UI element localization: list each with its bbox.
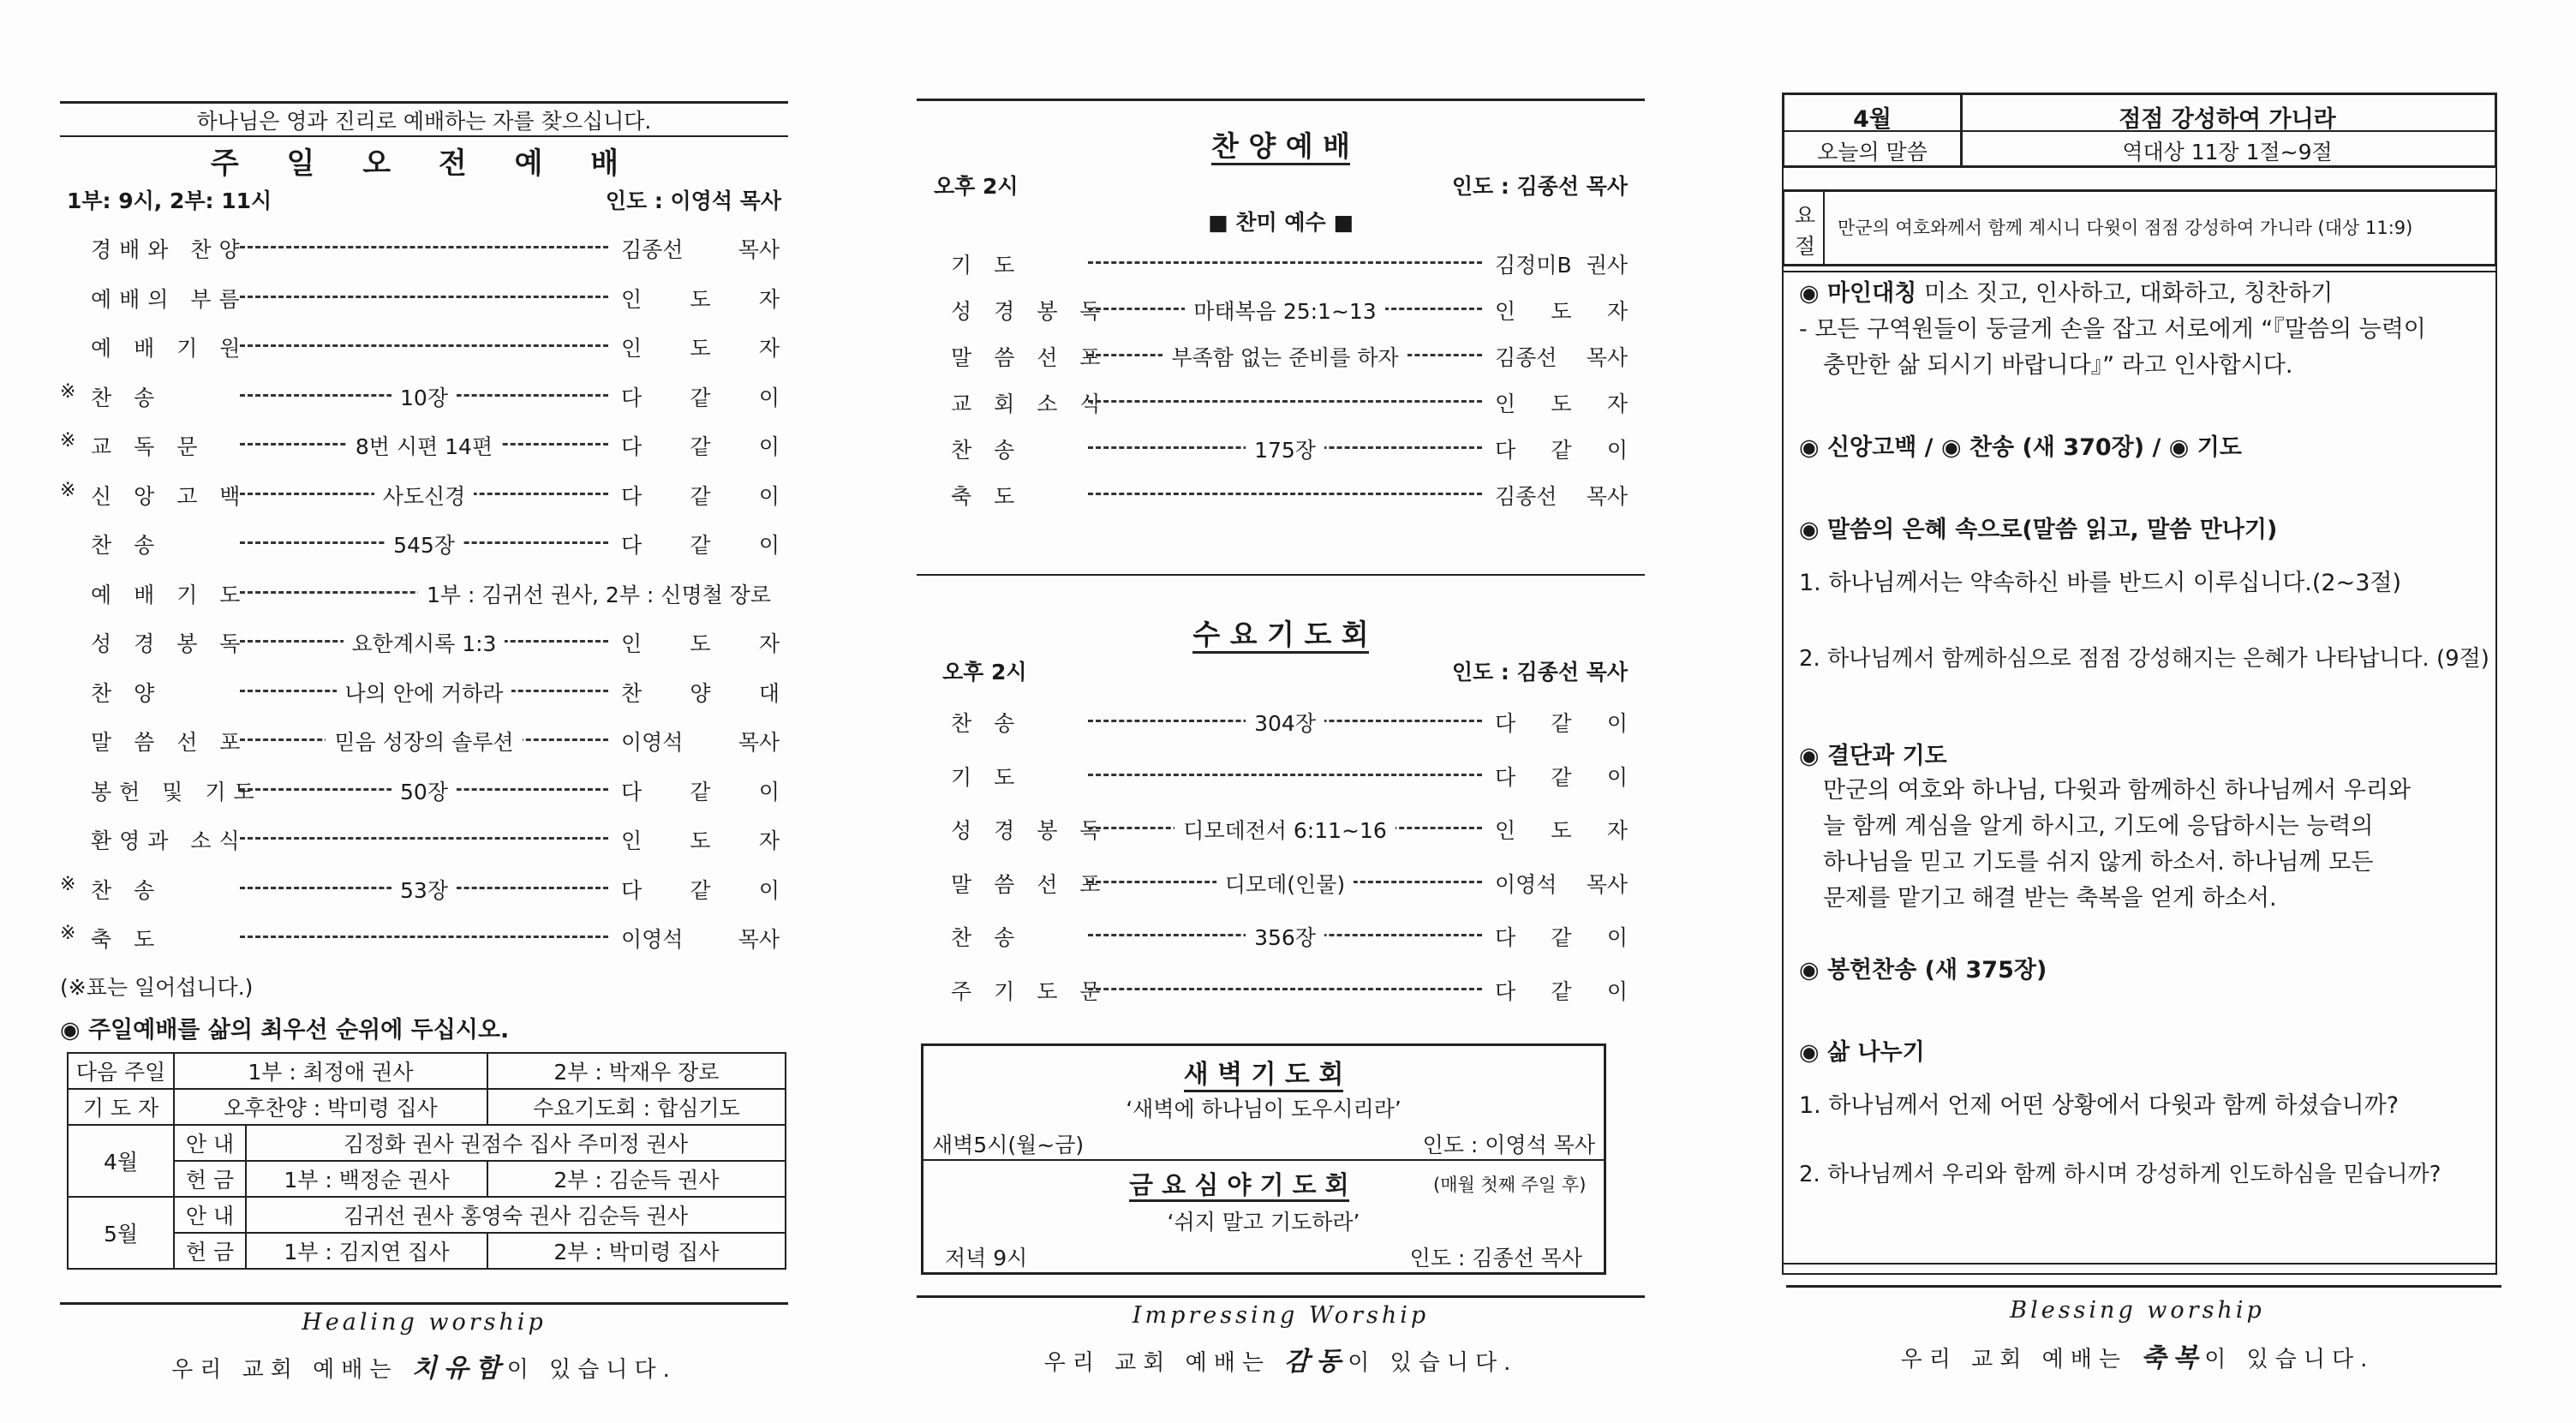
item-detail <box>240 726 608 756</box>
order-item <box>60 430 788 459</box>
item-label: 찬 양 <box>91 680 163 706</box>
order-item <box>934 295 1628 324</box>
service-time: 오후 2시 <box>942 660 1027 685</box>
footer-emphasis: 감동 <box>1284 1347 1348 1377</box>
item-detail <box>240 578 780 609</box>
scripture-ref: 역대상 11장 1절~9절 <box>2122 140 2333 164</box>
footer-emphasis: 치유함 <box>411 1354 507 1384</box>
dawn-title <box>923 1053 1604 1091</box>
item-label: 봉헌 및 기도 <box>91 779 262 804</box>
order-item <box>934 433 1628 463</box>
header-box <box>1782 93 2497 168</box>
item-person: 이영석 목사 <box>621 730 780 755</box>
section-ice-breaker <box>1799 274 2333 308</box>
item-label: 말 씀 선 포 <box>951 345 1109 370</box>
footer-text: 이 있습니다. <box>2204 1347 2375 1372</box>
item-detail <box>240 677 608 708</box>
top-rule <box>60 101 788 104</box>
cell: 1부 : 김지연 집사 <box>246 1233 487 1269</box>
summary-box <box>1782 189 2497 266</box>
item-label: 찬 송 <box>951 711 1023 736</box>
friday-motto: ‘쉬지 말고 기도하라’ <box>1167 1210 1360 1235</box>
item-person: 김종선 목사 <box>1495 345 1628 370</box>
section-head: ◉ 마인대칭 <box>1799 280 1917 307</box>
summary-label: 절 <box>1795 234 1816 259</box>
wednesday-order <box>934 707 1628 1032</box>
dawn-time: 새벽5시(월~금) <box>932 1133 1085 1157</box>
item-detail <box>240 381 608 412</box>
order-item <box>934 387 1628 416</box>
footer-korean <box>1773 1336 2501 1374</box>
wednesday-title <box>1122 613 1439 653</box>
item-person: 인 도 자 <box>621 828 780 853</box>
order-item <box>934 248 1628 278</box>
leader-dots <box>240 344 608 347</box>
cell: 수요기도회 : 합심기도 <box>487 1089 786 1125</box>
item-detail-text: 50장 <box>391 780 457 804</box>
item-detail <box>1088 814 1482 845</box>
item-detail-text: 마태복음 25:1~13 <box>1185 299 1384 324</box>
month: 4월 <box>1853 106 1892 133</box>
ice-breaker-line: - 모든 구역원들이 둥글게 손을 잡고 서로에게 “『말씀의 능력이 <box>1799 316 2426 343</box>
item-label: 찬 송 <box>951 925 1023 950</box>
cell: 오후찬양 : 박미령 집사 <box>174 1089 487 1125</box>
prayer-line: 늘 함께 계심을 알게 하시고, 기도에 응답하시는 능력의 <box>1823 813 2374 840</box>
order-item <box>60 529 788 558</box>
item-detail-text: 8번 시편 14편 <box>347 434 501 459</box>
item-person: 인 도 자 <box>1495 392 1628 416</box>
footer-text: 우리 교회 예배는 <box>1900 1347 2142 1372</box>
order-item <box>60 627 788 656</box>
item-label: 말 씀 선 포 <box>91 730 248 755</box>
item-detail <box>1088 921 1482 952</box>
prayer-line: 문제를 맡기고 해결 받는 축복을 얻게 하소서. <box>1823 885 2277 912</box>
item-detail <box>240 480 608 511</box>
leader-dots <box>1088 774 1482 776</box>
guide-label: 안 내 <box>174 1125 246 1161</box>
footer-text: 이 있습니다. <box>1348 1350 1518 1376</box>
item-detail-text: 믿음 성장의 솔루션 <box>326 730 522 755</box>
footer-text: 이 있습니다. <box>506 1357 677 1383</box>
friday-note: (매월 첫째 주일 후) <box>1433 1175 1587 1195</box>
item-label: 교 회 소 식 <box>951 392 1109 416</box>
top-rule <box>917 99 1645 101</box>
standing-mark: ※ <box>60 380 76 403</box>
item-detail <box>1088 868 1482 899</box>
order-item <box>60 283 788 312</box>
item-person: 인 도 자 <box>1495 818 1628 843</box>
praise-service-title <box>1122 124 1439 164</box>
item-detail-text: 디모데(인물) <box>1216 872 1354 897</box>
order-item <box>934 761 1628 790</box>
leader: 인도 : 이영석 목사 <box>605 188 781 213</box>
leader-dots <box>1088 988 1482 990</box>
item-label: 예 배 기 원 <box>91 336 248 361</box>
order-item <box>934 707 1628 736</box>
prayer-box <box>921 1043 1606 1275</box>
item-person: 다 같 이 <box>1495 978 1628 1004</box>
item-person: 다 같 이 <box>1495 711 1628 736</box>
friday-leader: 인도 : 김종선 목사 <box>1409 1246 1582 1271</box>
footer-text: 우리 교회 예배는 <box>1043 1350 1285 1376</box>
order-item <box>934 921 1628 950</box>
cell: 1부 : 백정순 권사 <box>246 1161 487 1197</box>
section-prayer: ◉ 결단과 기도 <box>1799 743 1947 769</box>
item-detail <box>1088 707 1482 738</box>
footer-emphasis: 축복 <box>2141 1343 2205 1373</box>
item-label: 환영과 소식 <box>91 828 248 853</box>
month-may: 5월 <box>68 1197 174 1269</box>
item-detail <box>240 775 608 806</box>
title-text: 수 요 기 도 회 <box>1192 618 1368 654</box>
footer-rule <box>60 1302 788 1305</box>
order-item <box>60 479 788 509</box>
item-person: 이영석 목사 <box>621 927 780 952</box>
item-detail <box>1088 295 1482 326</box>
word-point: 2. 하나님께서 함께하심으로 점점 강성해지는 은혜가 나타납니다. (9절) <box>1799 646 2489 672</box>
order-item <box>60 873 788 903</box>
footer-english: Impressing Worship <box>1132 1302 1430 1329</box>
standing-note: (※표는 일어섭니다.) <box>60 975 254 1000</box>
order-item <box>60 923 788 952</box>
item-person: 김종선 목사 <box>1495 484 1628 509</box>
cell: 김귀선 권사 홍영숙 권사 김순득 권사 <box>246 1197 786 1233</box>
service-time: 오후 2시 <box>934 174 1019 199</box>
prayer-label: 기 도 자 <box>68 1089 174 1125</box>
cell: 2부 : 박재우 장로 <box>487 1053 786 1089</box>
section-head-rest: 미소 짓고, 인사하고, 대화하고, 칭찬하기 <box>1916 280 2334 307</box>
item-detail <box>240 430 608 461</box>
item-detail-text: 304장 <box>1246 711 1324 736</box>
footer-english: Blessing worship <box>2010 1297 2265 1324</box>
footer-korean <box>60 1347 788 1384</box>
item-detail-text: 545장 <box>385 533 463 558</box>
sharing-question: 1. 하나님께서 언제 어떤 상황에서 다윗과 함께 하셨습니까? <box>1799 1092 2400 1119</box>
order-item <box>934 975 1628 1004</box>
section-offering-hymn: ◉ 봉헌찬송 (새 375장) <box>1799 957 2047 984</box>
next-week-label: 다음 주일 <box>68 1053 174 1089</box>
order-item <box>60 332 788 361</box>
item-label: 기 도 <box>951 253 1023 278</box>
title-text: 금 요 심 야 기 도 회 <box>1129 1170 1349 1202</box>
order-item <box>60 824 788 853</box>
footer-korean <box>917 1340 1645 1378</box>
leader-dots <box>240 296 608 298</box>
item-label: 축 도 <box>91 927 163 952</box>
leader: 인도 : 김종선 목사 <box>1451 174 1628 199</box>
item-detail-text: 부족함 없는 준비를 하자 <box>1162 345 1407 370</box>
item-person: 다 같 이 <box>1495 764 1628 790</box>
item-label: 성 경 봉 독 <box>91 631 248 656</box>
order-item <box>60 775 788 804</box>
order-item <box>60 677 788 706</box>
item-person: 김종선 목사 <box>621 237 780 262</box>
summary-text: 만군의 여호와께서 함께 계시니 다윗이 점점 강성하여 가니라 (대상 11:9) <box>1838 218 2413 238</box>
footer-english: Healing worship <box>302 1309 547 1336</box>
item-label: 기 도 <box>951 764 1023 790</box>
item-detail-text: 디모데전서 6:11~16 <box>1174 818 1396 843</box>
item-label: 성 경 봉 독 <box>951 299 1109 324</box>
order-item <box>934 814 1628 843</box>
section-sharing: ◉ 삶 나누기 <box>1799 1039 1925 1066</box>
item-label: 성 경 봉 독 <box>951 818 1109 843</box>
rule <box>917 574 1645 576</box>
item-person: 다 같 이 <box>621 533 780 558</box>
item-detail-text: 나의 안에 거하라 <box>337 681 512 706</box>
item-detail-text: 요한계시록 1:3 <box>344 631 505 656</box>
item-label: 경배와 찬양 <box>91 237 248 262</box>
order-item <box>60 578 788 607</box>
dawn-motto: ‘새벽에 하나님이 도우시리라’ <box>1126 1097 1402 1121</box>
cell: 1부 : 최정애 권사 <box>174 1053 487 1089</box>
item-person: 이영석 목사 <box>1495 871 1628 897</box>
motto: 하나님은 영과 진리로 예배하는 자를 찾으십니다. <box>196 109 652 134</box>
item-detail-text: 10장 <box>391 386 457 410</box>
order-item <box>60 233 788 262</box>
order-of-worship <box>60 233 788 953</box>
item-label: 교 독 문 <box>91 434 206 459</box>
item-person: 다 같 이 <box>621 779 780 804</box>
item-label: 주 기 도 문 <box>951 978 1109 1004</box>
item-label: 찬 송 <box>91 533 163 558</box>
item-detail <box>240 529 608 559</box>
leader-dots <box>1088 261 1482 264</box>
cell: 2부 : 김순득 권사 <box>487 1161 786 1197</box>
title-text: 새 벽 기 도 회 <box>1184 1060 1344 1092</box>
footer-text: 우리 교회 예배는 <box>171 1357 412 1383</box>
item-detail <box>240 874 608 905</box>
rule <box>923 1159 1604 1161</box>
leader-dots <box>240 837 608 840</box>
item-person: 인 도 자 <box>1495 299 1628 324</box>
title-text: 찬 양 예 배 <box>1211 129 1350 165</box>
order-item <box>934 341 1628 370</box>
rule <box>60 135 788 137</box>
item-detail <box>1088 341 1482 372</box>
leader-dots <box>240 936 608 938</box>
item-label: 축 도 <box>951 484 1023 509</box>
middle-panel <box>917 0 1645 1423</box>
priority-note: ◉ 주일예배를 삶의 최우선 순위에 두십시오. <box>60 1017 510 1043</box>
item-detail-text: 53장 <box>391 878 457 903</box>
standing-mark: ※ <box>60 479 76 501</box>
standing-mark: ※ <box>60 923 76 944</box>
item-label: 말 씀 선 포 <box>951 871 1109 897</box>
item-person: 다 같 이 <box>621 385 780 410</box>
theme: ■ 찬미 예수 ■ <box>1208 210 1354 235</box>
service-times: 1부: 9시, 2부: 11시 <box>67 188 272 213</box>
dawn-leader: 인도 : 이영석 목사 <box>1422 1133 1595 1157</box>
item-detail-text: 사도신경 <box>374 484 475 509</box>
item-detail <box>240 627 608 658</box>
summary-label: 요 <box>1795 203 1816 228</box>
ice-breaker-line: 충만한 삶 되시기 바랍니다』” 라고 인사합시다. <box>1823 352 2293 379</box>
section-word: ◉ 말씀의 은혜 속으로(말씀 읽고, 말씀 만나기) <box>1799 517 2278 543</box>
order-item <box>60 380 788 410</box>
lesson-title: 점점 강성하여 가니라 <box>2119 106 2336 133</box>
month-april: 4월 <box>68 1125 174 1197</box>
servants-table <box>67 1052 786 1270</box>
sharing-question: 2. 하나님께서 우리와 함께 하시며 강성하게 인도하심을 믿습니까? <box>1799 1162 2442 1187</box>
item-person: 다 같 이 <box>621 877 780 903</box>
leader: 인도 : 김종선 목사 <box>1451 660 1628 685</box>
item-detail-text: 175장 <box>1246 438 1324 463</box>
prayer-line: 하나님을 믿고 기도를 쉬지 않게 하소서. 하나님께 모든 <box>1823 849 2374 876</box>
item-person: 다 같 이 <box>621 483 780 509</box>
item-person: 김정미B 권사 <box>1495 253 1628 278</box>
cell: 2부 : 박미령 집사 <box>487 1233 786 1269</box>
divider <box>1823 192 1825 264</box>
standing-mark: ※ <box>60 873 76 895</box>
item-label: 찬 송 <box>91 385 163 410</box>
left-panel <box>60 0 788 1423</box>
item-person: 찬 양 대 <box>621 680 780 706</box>
friday-title <box>1129 1166 1349 1201</box>
praise-order <box>934 248 1628 540</box>
word-point: 1. 하나님께서는 약속하신 바를 반드시 이루십니다.(2~3절) <box>1799 570 2402 596</box>
page-title: 주 일 오 전 예 배 <box>210 146 638 181</box>
item-person: 인 도 자 <box>621 631 780 656</box>
item-person: 인 도 자 <box>621 286 780 312</box>
item-label: 찬 송 <box>951 438 1023 463</box>
cell: 김정화 권사 권점수 집사 주미정 권사 <box>246 1125 786 1161</box>
section-confession: ◉ 신앙고백 / ◉ 찬송 (새 370장) / ◉ 기도 <box>1799 434 2242 461</box>
item-detail-text: 356장 <box>1246 925 1324 950</box>
standing-mark: ※ <box>60 430 76 451</box>
item-person: 다 같 이 <box>1495 925 1628 950</box>
item-detail <box>1088 433 1482 464</box>
leader-dots <box>240 246 608 248</box>
guide-label: 안 내 <box>174 1197 246 1233</box>
leader-dots <box>1088 493 1482 495</box>
item-person: 다 같 이 <box>1495 438 1628 463</box>
offering-label: 헌 금 <box>174 1233 246 1269</box>
item-label: 신 앙 고 백 <box>91 483 248 509</box>
item-label: 예배의 부름 <box>91 286 248 312</box>
order-item <box>934 868 1628 897</box>
item-label: 찬 송 <box>91 877 163 903</box>
item-detail-text: 1부 : 김귀선 권사, 2부 : 신명철 장로 <box>418 583 780 607</box>
prayer-line: 만군의 여호와 하나님, 다윗과 함께하신 하나님께서 우리와 <box>1823 777 2412 804</box>
item-person: 인 도 자 <box>621 336 780 361</box>
order-item <box>60 726 788 755</box>
leader-dots <box>1088 400 1482 403</box>
footer-rule <box>1786 1285 2501 1288</box>
footer-rule <box>917 1295 1645 1298</box>
offering-label: 헌 금 <box>174 1161 246 1197</box>
item-label: 예 배 기 도 <box>91 582 248 607</box>
friday-time: 저녁 9시 <box>945 1246 1028 1271</box>
item-person: 다 같 이 <box>621 434 780 459</box>
word-label: 오늘의 말씀 <box>1817 140 1928 164</box>
order-item <box>934 480 1628 509</box>
right-panel <box>1773 0 2527 1423</box>
